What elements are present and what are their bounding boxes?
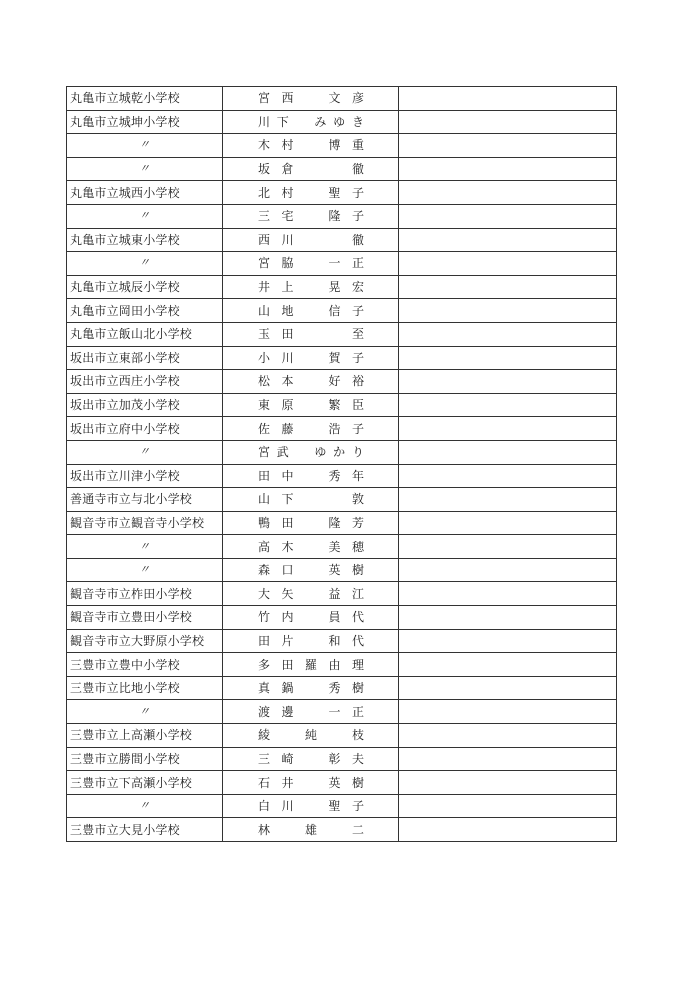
school-name-cell: 丸亀市立城東小学校 — [67, 228, 223, 252]
name-char: 穂 — [351, 539, 364, 554]
name-char: 夫 — [351, 751, 364, 766]
name-char: 脇 — [281, 256, 294, 271]
person-name — [258, 370, 364, 393]
person-name — [258, 111, 364, 134]
name-char: 樹 — [351, 681, 364, 696]
school-name-cell: 三豊市立勝間小学校 — [67, 747, 223, 771]
name-char: 小 — [258, 350, 271, 365]
person-name-cell — [223, 558, 399, 582]
name-char: 美 — [328, 539, 341, 554]
name-char: 森 — [258, 563, 271, 578]
name-char: 裕 — [351, 374, 364, 389]
name-char: 鍋 — [281, 681, 294, 696]
person-name — [258, 134, 364, 157]
school-name-cell: 三豊市立豊中小学校 — [67, 653, 223, 677]
person-name — [258, 535, 364, 558]
name-char: 石 — [258, 775, 271, 790]
person-name — [258, 299, 364, 322]
person-name-cell — [223, 417, 399, 441]
name-char: 枝 — [351, 728, 364, 743]
school-name-cell: 観音寺市立大野原小学校 — [67, 629, 223, 653]
person-name — [258, 465, 364, 488]
note-cell — [399, 488, 617, 512]
name-char: 徹 — [351, 232, 364, 247]
name-char: 隆 — [328, 209, 341, 224]
name-char: 二 — [351, 822, 364, 837]
school-name-cell: 坂出市立府中小学校 — [67, 417, 223, 441]
person-name — [258, 205, 364, 228]
name-char: 宮 — [258, 91, 271, 106]
note-cell — [399, 676, 617, 700]
note-cell — [399, 322, 617, 346]
name-char: 下 — [281, 492, 294, 507]
note-cell — [399, 700, 617, 724]
school-name-cell: 三豊市立上高瀬小学校 — [67, 724, 223, 748]
person-name-cell — [223, 511, 399, 535]
name-char: 子 — [351, 799, 364, 814]
name-char: 坂 — [258, 162, 271, 177]
name-char: 雄 — [304, 822, 317, 837]
person-name — [258, 158, 364, 181]
name-char: 井 — [258, 280, 271, 295]
name-char: 木 — [258, 138, 271, 153]
name-char: 宅 — [281, 209, 294, 224]
table-row — [67, 535, 617, 559]
note-cell — [399, 181, 617, 205]
name-char: 三 — [258, 751, 271, 766]
table-row — [67, 724, 617, 748]
table-row — [67, 346, 617, 370]
person-name-cell — [223, 747, 399, 771]
name-char: 松 — [258, 374, 271, 389]
name-char: 田 — [281, 515, 294, 530]
note-cell — [399, 87, 617, 111]
school-name-cell: 坂出市立川津小学校 — [67, 464, 223, 488]
name-char: 秀 — [328, 468, 341, 483]
person-name — [258, 417, 364, 440]
name-char: 至 — [351, 327, 364, 342]
note-cell — [399, 558, 617, 582]
note-cell — [399, 535, 617, 559]
table-row — [67, 157, 617, 181]
person-name-cell — [223, 771, 399, 795]
note-cell — [399, 771, 617, 795]
person-name-cell — [223, 700, 399, 724]
note-cell — [399, 110, 617, 134]
table-row — [67, 417, 617, 441]
note-cell — [399, 299, 617, 323]
person-name-cell — [223, 464, 399, 488]
note-cell — [399, 464, 617, 488]
name-char: 和 — [328, 633, 341, 648]
name-char: 川 — [258, 114, 271, 129]
person-name — [258, 771, 364, 794]
name-char: 徹 — [351, 162, 364, 177]
name-char: 木 — [281, 539, 294, 554]
note-cell — [399, 393, 617, 417]
table-row — [67, 606, 617, 630]
table-row — [67, 110, 617, 134]
school-name-cell: 丸亀市立岡田小学校 — [67, 299, 223, 323]
name-char: 由 — [328, 657, 341, 672]
name-char: 敦 — [351, 492, 364, 507]
name-char: 理 — [351, 657, 364, 672]
note-cell — [399, 204, 617, 228]
name-char: か — [333, 445, 346, 460]
name-char: 聖 — [328, 799, 341, 814]
person-name — [258, 441, 364, 464]
name-char: 重 — [351, 138, 364, 153]
person-name — [258, 87, 364, 110]
person-name — [258, 748, 364, 771]
name-char: 臣 — [351, 398, 364, 413]
name-char: 田 — [281, 327, 294, 342]
name-char: 子 — [351, 303, 364, 318]
school-ditto-mark: 〃 — [67, 794, 223, 818]
person-name-cell — [223, 346, 399, 370]
name-char: 竹 — [258, 610, 271, 625]
name-char: 本 — [281, 374, 294, 389]
name-char: 聖 — [328, 185, 341, 200]
note-cell — [399, 157, 617, 181]
name-char: 西 — [258, 232, 271, 247]
note-cell — [399, 440, 617, 464]
table-row — [67, 322, 617, 346]
person-name — [258, 276, 364, 299]
name-char: 中 — [281, 468, 294, 483]
person-name — [258, 700, 364, 723]
person-name — [258, 582, 364, 605]
name-char: 西 — [281, 91, 294, 106]
table-row — [67, 252, 617, 276]
name-char: 彰 — [328, 751, 341, 766]
name-char: 浩 — [328, 421, 341, 436]
person-name-cell — [223, 370, 399, 394]
name-char: 田 — [281, 657, 294, 672]
name-char: 崎 — [281, 751, 294, 766]
name-char: 内 — [281, 610, 294, 625]
person-name — [258, 818, 364, 841]
school-name-cell: 坂出市立東部小学校 — [67, 346, 223, 370]
person-name-cell — [223, 535, 399, 559]
name-char: き — [351, 114, 364, 129]
person-name — [258, 488, 364, 511]
table-row — [67, 747, 617, 771]
name-char: 宏 — [351, 280, 364, 295]
person-name-cell — [223, 393, 399, 417]
school-ditto-mark: 〃 — [67, 204, 223, 228]
name-char: 綾 — [258, 728, 271, 743]
note-cell — [399, 629, 617, 653]
name-char: 鴨 — [258, 515, 271, 530]
name-char: 芳 — [351, 515, 364, 530]
person-name-cell — [223, 794, 399, 818]
person-name — [258, 252, 364, 275]
name-char: 地 — [281, 303, 294, 318]
name-char: 文 — [328, 91, 341, 106]
note-cell — [399, 511, 617, 535]
name-char: 山 — [258, 492, 271, 507]
name-char: 正 — [351, 704, 364, 719]
name-char: 宮 — [258, 445, 271, 460]
name-char: 羅 — [304, 657, 317, 672]
person-name-cell — [223, 110, 399, 134]
person-name — [258, 606, 364, 629]
school-name-cell: 坂出市立加茂小学校 — [67, 393, 223, 417]
name-char: 宮 — [258, 256, 271, 271]
person-name — [258, 347, 364, 370]
school-ditto-mark: 〃 — [67, 157, 223, 181]
school-ditto-mark: 〃 — [67, 558, 223, 582]
name-char: 武 — [276, 445, 289, 460]
school-name-cell: 観音寺市立観音寺小学校 — [67, 511, 223, 535]
school-ditto-mark: 〃 — [67, 252, 223, 276]
name-char: 代 — [351, 633, 364, 648]
name-char: 純 — [304, 728, 317, 743]
name-char: 子 — [351, 421, 364, 436]
table-row — [67, 558, 617, 582]
person-name-cell — [223, 87, 399, 111]
person-name-cell — [223, 653, 399, 677]
school-name-cell: 三豊市立比地小学校 — [67, 676, 223, 700]
table-row — [67, 370, 617, 394]
name-char: 大 — [258, 586, 271, 601]
name-char: 井 — [281, 775, 294, 790]
name-char: み — [314, 114, 327, 129]
school-ditto-mark: 〃 — [67, 700, 223, 724]
person-name — [258, 181, 364, 204]
person-name-cell — [223, 488, 399, 512]
name-char: ゆ — [314, 445, 327, 460]
name-char: 川 — [281, 799, 294, 814]
table-row — [67, 464, 617, 488]
person-name — [258, 724, 364, 747]
note-cell — [399, 724, 617, 748]
table-row — [67, 440, 617, 464]
name-char: 年 — [351, 468, 364, 483]
table-row — [67, 275, 617, 299]
note-cell — [399, 417, 617, 441]
note-cell — [399, 134, 617, 158]
name-char: 博 — [328, 138, 341, 153]
name-char: 好 — [328, 374, 341, 389]
name-char: 真 — [258, 681, 271, 696]
name-char: 英 — [328, 563, 341, 578]
school-name-cell: 坂出市立西庄小学校 — [67, 370, 223, 394]
name-char: 矢 — [281, 586, 294, 601]
name-char: り — [351, 445, 364, 460]
person-name-cell — [223, 275, 399, 299]
school-name-cell: 丸亀市立飯山北小学校 — [67, 322, 223, 346]
person-name-cell — [223, 204, 399, 228]
note-cell — [399, 252, 617, 276]
school-name-cell: 丸亀市立城乾小学校 — [67, 87, 223, 111]
table-row — [67, 299, 617, 323]
name-char: 藤 — [281, 421, 294, 436]
person-name-cell — [223, 676, 399, 700]
person-name-cell — [223, 724, 399, 748]
name-char: ゆ — [333, 114, 346, 129]
person-name-cell — [223, 629, 399, 653]
name-char: 川 — [281, 350, 294, 365]
person-name — [258, 559, 364, 582]
school-name-cell: 三豊市立大見小学校 — [67, 818, 223, 842]
table-row — [67, 393, 617, 417]
name-char: 正 — [351, 256, 364, 271]
note-cell — [399, 346, 617, 370]
table-row — [67, 181, 617, 205]
school-name-cell: 善通寺市立与北小学校 — [67, 488, 223, 512]
name-char: 上 — [281, 280, 294, 295]
name-char: 益 — [328, 586, 341, 601]
person-name — [258, 394, 364, 417]
table-row — [67, 629, 617, 653]
person-name-cell — [223, 440, 399, 464]
name-char: 彦 — [351, 91, 364, 106]
school-name-cell: 丸亀市立城辰小学校 — [67, 275, 223, 299]
name-char: 英 — [328, 775, 341, 790]
person-name-cell — [223, 157, 399, 181]
name-char: 玉 — [258, 327, 271, 342]
table-row — [67, 700, 617, 724]
person-name — [258, 653, 364, 676]
name-char: 邊 — [281, 704, 294, 719]
name-char: 江 — [351, 586, 364, 601]
table-row — [67, 818, 617, 842]
name-char: 佐 — [258, 421, 271, 436]
name-char: 林 — [258, 822, 271, 837]
note-cell — [399, 794, 617, 818]
name-char: 樹 — [351, 775, 364, 790]
note-cell — [399, 228, 617, 252]
name-char: 子 — [351, 209, 364, 224]
name-char: 東 — [258, 398, 271, 413]
table-row — [67, 204, 617, 228]
name-char: 白 — [258, 799, 271, 814]
person-name — [258, 229, 364, 252]
person-name-cell — [223, 818, 399, 842]
name-char: 三 — [258, 209, 271, 224]
note-cell — [399, 818, 617, 842]
note-cell — [399, 582, 617, 606]
name-char: 一 — [328, 704, 341, 719]
name-char: 秀 — [328, 681, 341, 696]
note-cell — [399, 275, 617, 299]
school-name-cell: 丸亀市立城西小学校 — [67, 181, 223, 205]
name-char: 隆 — [328, 515, 341, 530]
person-name-cell — [223, 606, 399, 630]
table-body — [67, 87, 617, 842]
table-row — [67, 134, 617, 158]
person-name-cell — [223, 181, 399, 205]
person-name — [258, 323, 364, 346]
school-name-cell: 三豊市立下高瀬小学校 — [67, 771, 223, 795]
school-ditto-mark: 〃 — [67, 440, 223, 464]
note-cell — [399, 606, 617, 630]
table-row — [67, 653, 617, 677]
school-ditto-mark: 〃 — [67, 535, 223, 559]
name-char: 繁 — [328, 398, 341, 413]
name-char: 北 — [258, 185, 271, 200]
name-char: 高 — [258, 539, 271, 554]
school-staff-table — [66, 86, 617, 842]
school-name-cell: 丸亀市立城坤小学校 — [67, 110, 223, 134]
note-cell — [399, 370, 617, 394]
table-row — [67, 511, 617, 535]
name-char: 倉 — [281, 162, 294, 177]
table-row — [67, 676, 617, 700]
person-name — [258, 795, 364, 818]
person-name-cell — [223, 582, 399, 606]
name-char: 信 — [328, 303, 341, 318]
table-row — [67, 771, 617, 795]
person-name — [258, 677, 364, 700]
name-char: 代 — [351, 610, 364, 625]
name-char: 山 — [258, 303, 271, 318]
person-name-cell — [223, 134, 399, 158]
name-char: 原 — [281, 398, 294, 413]
name-char: 多 — [258, 657, 271, 672]
name-char: 口 — [281, 563, 294, 578]
table-row — [67, 488, 617, 512]
school-ditto-mark: 〃 — [67, 134, 223, 158]
table-row — [67, 794, 617, 818]
person-name-cell — [223, 228, 399, 252]
person-name-cell — [223, 252, 399, 276]
note-cell — [399, 653, 617, 677]
person-name — [258, 512, 364, 535]
name-char: 村 — [281, 138, 294, 153]
table-row — [67, 228, 617, 252]
name-char: 一 — [328, 256, 341, 271]
name-char: 下 — [276, 114, 289, 129]
note-cell — [399, 747, 617, 771]
table-row — [67, 582, 617, 606]
name-char: 田 — [258, 633, 271, 648]
name-char: 員 — [328, 610, 341, 625]
name-char: 渡 — [258, 704, 271, 719]
name-char: 村 — [281, 185, 294, 200]
name-char: 晃 — [328, 280, 341, 295]
school-name-cell: 観音寺市立柞田小学校 — [67, 582, 223, 606]
name-char: 子 — [351, 350, 364, 365]
person-name — [258, 630, 364, 653]
name-char: 樹 — [351, 563, 364, 578]
person-name-cell — [223, 299, 399, 323]
name-char: 川 — [281, 232, 294, 247]
name-char: 田 — [258, 468, 271, 483]
school-name-cell: 観音寺市立豊田小学校 — [67, 606, 223, 630]
name-char: 子 — [351, 185, 364, 200]
table-row — [67, 87, 617, 111]
name-char: 片 — [281, 633, 294, 648]
person-name-cell — [223, 322, 399, 346]
name-char: 賀 — [328, 350, 341, 365]
